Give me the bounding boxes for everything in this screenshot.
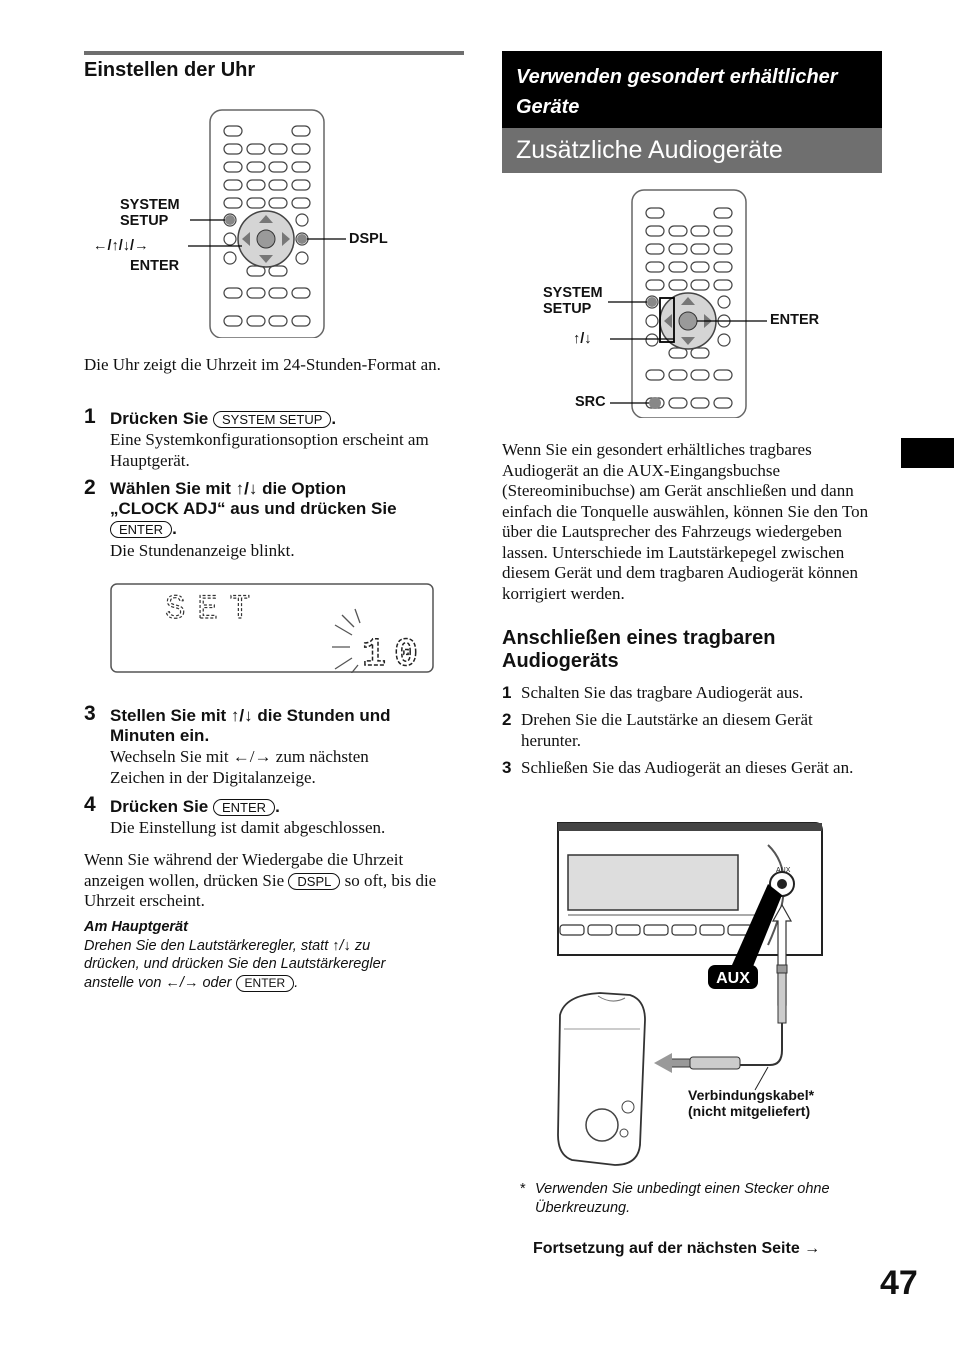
list-item-number: 2 (502, 710, 512, 729)
aux-jack-label: AUX (776, 867, 791, 874)
step-1-heading (110, 409, 470, 429)
note-line-1: Drehen Sie den Lautstärkeregler, statt ↑/↓ zu (84, 937, 371, 954)
footnote (520, 1180, 880, 1217)
step-number-4: 4 (84, 793, 96, 816)
step-3-body (110, 747, 460, 788)
chapter-title (516, 62, 838, 122)
step-4-heading (110, 797, 470, 817)
aux-intro-paragraph: Wenn Sie ein gesondert erhältliches tragbares Audiogerät an die AUX-Eingangsbuchse (Stereominibuchse) am Gerät anschließen und dann einfach die Tonquelle auswählen, können Sie den Ton über die Lautsprecher des Fahrzeugs wiedergeben lassen. Unterschiede im Lautstärkepegel zwischen diesem Gerät und dem tragbaren Audiogerät können korrigiert werden. (502, 440, 869, 603)
note-line-3-post: . (294, 974, 299, 991)
lcd-display-graphic (110, 583, 434, 673)
intro-text: Die Uhr zeigt die Uhrzeit im 24-Stunden-Format an. (84, 355, 441, 374)
note-main-unit (84, 918, 474, 992)
list-item-number: 1 (502, 683, 512, 702)
display-clock-paragraph (84, 850, 466, 912)
list-item: Schließen Sie das Audiogerät an dieses Gerät an. (521, 758, 854, 777)
label-dspl: DSPL (349, 231, 388, 247)
system-setup-key: SYSTEM SETUP (213, 411, 331, 428)
enter-key-step4: ENTER (213, 799, 275, 816)
label-updown: ↑/↓ (573, 331, 592, 347)
subsection-title (502, 627, 775, 673)
label-setup: SETUP (120, 213, 169, 229)
step-2-heading-line2: „CLOCK ADJ“ aus und drücken Sie (110, 499, 397, 518)
footnote-line-2: Überkreuzung. (535, 1199, 631, 1216)
step-number-3: 3 (84, 702, 96, 725)
step-2-period: . (172, 519, 177, 538)
footnote-star: * (520, 1181, 526, 1197)
enter-key: ENTER (110, 521, 172, 538)
subsection-title-line1: Anschließen eines tragbaren (502, 627, 776, 649)
step-2-heading (110, 479, 470, 539)
step-3-body-line1: Wechseln Sie mit ←/→ zum nächsten (110, 747, 369, 766)
section-rule (84, 51, 464, 55)
aux-connection-figure (520, 815, 850, 1170)
label-setup-2: SETUP (543, 301, 592, 317)
label-arrows: ←/↑/↓/→ (93, 238, 149, 254)
note-enter-key: ENTER (236, 975, 295, 992)
chapter-tab-marker (901, 438, 954, 468)
section-title-clock: Einstellen der Uhr (84, 59, 256, 81)
lcd-set-text: SET (165, 591, 263, 629)
chapter-banner (502, 51, 882, 128)
chapter-title-line2: Geräte (516, 96, 580, 118)
section-banner (502, 128, 882, 173)
paragraph-text-post: so oft, bis die Uhrzeit erscheint. (84, 870, 437, 910)
list-item: Schalten Sie das tragbare Audiogerät aus. (521, 683, 804, 702)
note-title: Am Hauptgerät (84, 919, 188, 935)
subsection-title-line2: Audiogeräts (502, 650, 619, 672)
chapter-title-line1: Verwenden gesondert erhältlicher (516, 66, 838, 88)
footnote-line-1: Verwenden Sie unbedingt einen Stecker ohne (535, 1181, 830, 1197)
step-1-heading-text: Drücken Sie (110, 409, 209, 428)
step-1-period: . (331, 409, 337, 428)
cable-label (688, 1087, 814, 1119)
section-title-audio: Zusätzliche Audiogeräte (516, 136, 783, 164)
step-number-2: 2 (84, 476, 96, 499)
step-1-body: Eine Systemkonfigurationsoption erscheint am Hauptgerät. (110, 430, 429, 470)
cable-label-line2: (nicht mitgeliefert) (688, 1103, 811, 1119)
list-item-number: 3 (502, 758, 512, 777)
cable-label-line1: Verbindungskabel* (688, 1087, 815, 1103)
step-4-period: . (275, 797, 280, 816)
continue-note: Fortsetzung auf der nächsten Seite → (533, 1240, 821, 1257)
step-4-heading-text: Drücken Sie (110, 797, 209, 816)
step-4-body: Die Einstellung ist damit abgeschlossen. (110, 818, 386, 837)
step-3-heading (110, 706, 470, 746)
connection-steps-list (502, 683, 882, 803)
step-2-body: Die Stundenanzeige blinkt. (110, 541, 295, 560)
note-line-3 (84, 974, 474, 993)
step-3-heading-line2: Minuten ein. (110, 726, 210, 745)
label-system-2: SYSTEM (543, 285, 603, 301)
remote-figure-2 (502, 188, 882, 418)
step-3-body-line2: Zeichen in der Digitalanzeige. (110, 767, 316, 787)
label-enter-2: ENTER (770, 312, 820, 328)
step-number-1: 1 (84, 405, 96, 428)
remote-figure-1 (84, 106, 464, 338)
paragraph-text-pre: Wenn Sie während der Wiedergabe die Uhrzeit anzeigen wollen, drücken Sie (84, 850, 404, 890)
step-3-heading-line1: Stellen Sie mit ↑/↓ die Stunden und (110, 706, 391, 725)
note-line-2: drücken, und drücken Sie den Lautstärkeregler (84, 956, 386, 972)
list-item: Drehen Sie die Lautstärke an diesem Gerät herunter. (521, 710, 813, 750)
label-enter: ENTER (130, 258, 180, 274)
step-2-heading-line1: Wählen Sie mit ↑/↓ die Option (110, 479, 347, 498)
note-line-3-pre: anstelle von ←/→ oder (84, 974, 232, 991)
page-number: 47 (880, 1264, 918, 1302)
dspl-key: DSPL (288, 873, 340, 890)
label-src: SRC (575, 394, 606, 410)
aux-badge: AUX (716, 970, 750, 987)
lcd-display (110, 583, 434, 673)
label-system: SYSTEM (120, 197, 180, 213)
lcd-digits: 10 (362, 633, 427, 673)
